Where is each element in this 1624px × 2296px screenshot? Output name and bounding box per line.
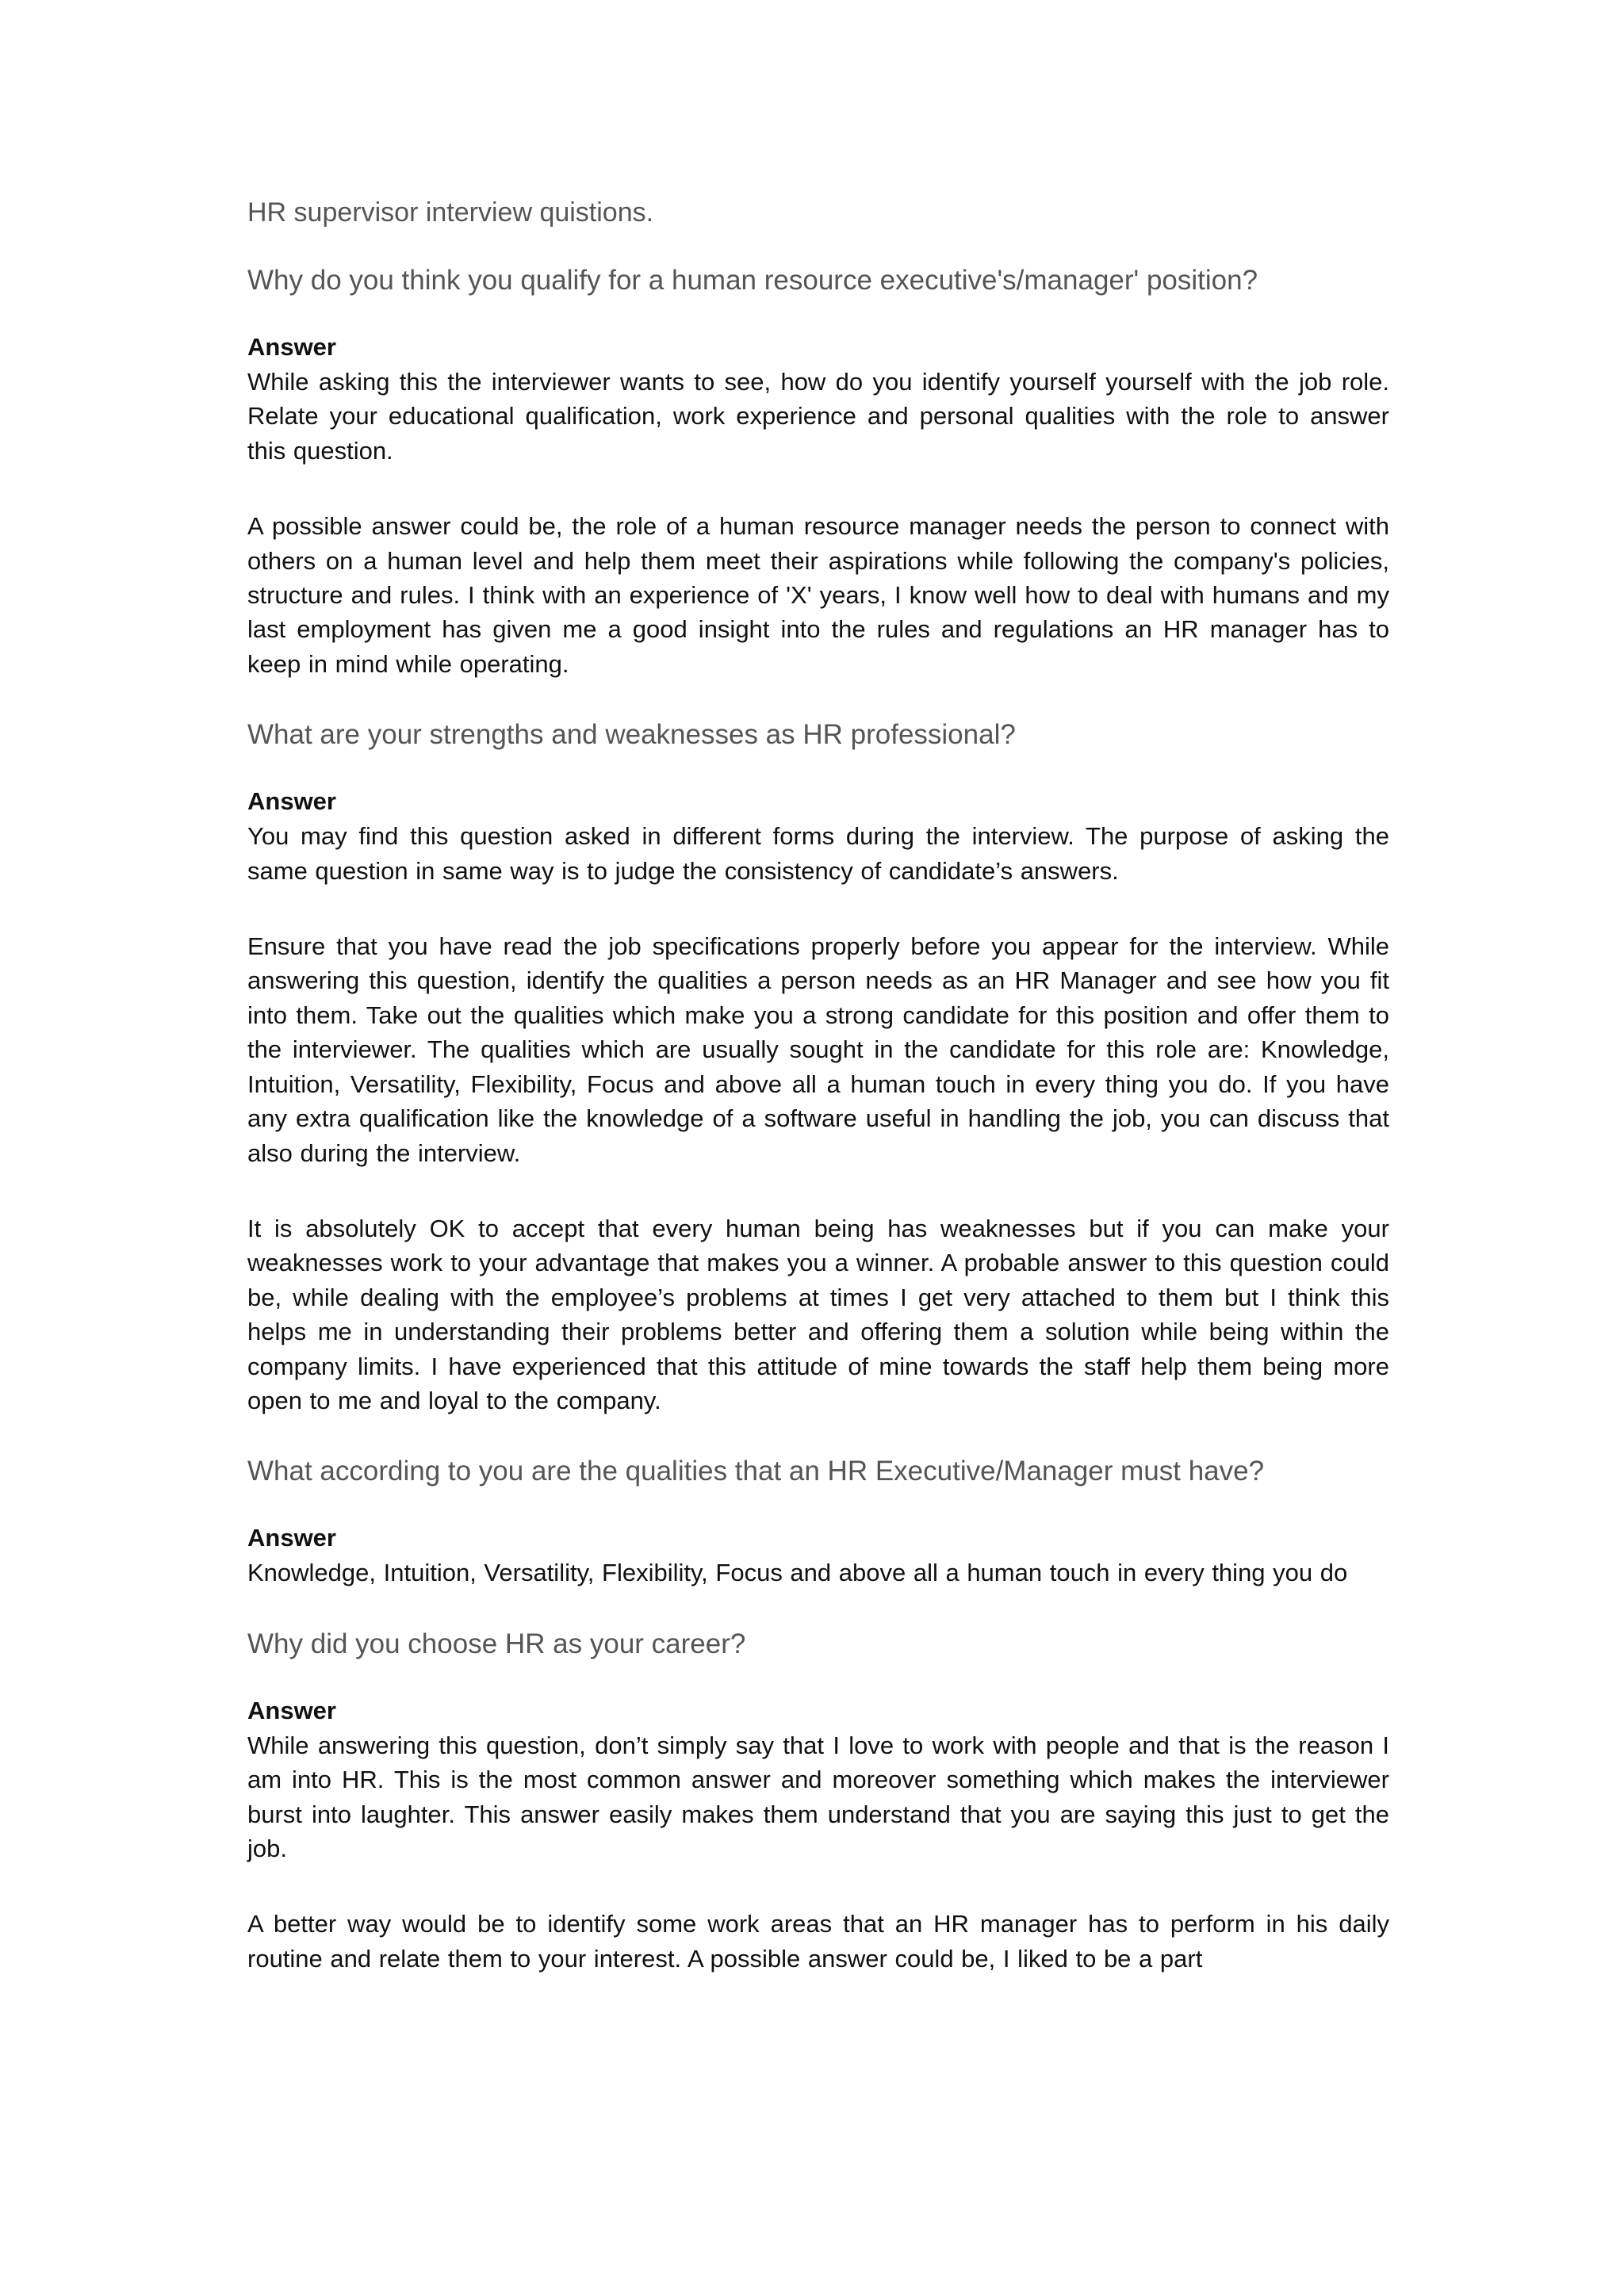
question-heading: Why did you choose HR as your career? <box>247 1628 746 1659</box>
document-page <box>247 193 1389 2011</box>
answer-paragraph: While asking this the interviewer wants to see, how do you identify yourself yourself with the job role. Relate your educational qualification, work experience and personal qualities with the role to answer this question. <box>247 368 1389 465</box>
qa-section-4 <box>247 1625 1389 1976</box>
answer-label: Answer <box>247 1524 336 1552</box>
answer-paragraph: It is absolutely OK to accept that every human being has weaknesses but if you can make your weaknesses work to your advantage that makes you a winner. A probable answer to this question could be, while dealing with the employee’s problems at times I get very attached to them but I think this helps me in understanding their problems better and offering them a solution while being within the company limits. I have experienced that this attitude of mine towards the staff help them being more open to me and loyal to the company. <box>247 1214 1389 1414</box>
answer-paragraph: You may find this question asked in different forms during the interview. The purpose of asking the same question in same way is to judge the consistency of candidate’s answers. <box>247 822 1389 885</box>
answer-paragraph: Knowledge, Intuition, Versatility, Flexibility, Focus and above all a human touch in every thing you do <box>247 1559 1348 1587</box>
qa-section-2 <box>247 716 1389 1418</box>
answer-paragraph: A better way would be to identify some work areas that an HR manager has to perform in his daily routine and relate them to your interest. A possible answer could be, I liked to be a part <box>247 1910 1389 1973</box>
qa-section-1 <box>247 262 1389 681</box>
answer-label: Answer <box>247 333 336 361</box>
qa-section-3 <box>247 1452 1389 1590</box>
answer-paragraph: While answering this question, don’t simply say that I love to work with people and that is the reason I am into HR. This is the most common answer and moreover something which makes the interviewer burst into laughter. This answer easily makes them understand that you are saying this just to get the job. <box>247 1731 1389 1862</box>
question-heading: Why do you think you qualify for a human resource executive's/manager' position? <box>247 265 1258 296</box>
answer-paragraph: Ensure that you have read the job specifications properly before you appear for the interview. While answering this question, identify the qualities a person needs as an HR Manager and see how you fit into them. Take out the qualities which make you a strong candidate for this position and offer them to the interviewer. The qualities which are usually sought in the candidate for this role are: Knowledge, Intuition, Versatility, Flexibility, Focus and above all a human touch in every thing you do. If you have any extra qualification like the knowledge of a software useful in handling the job, you can discuss that also during the interview. <box>247 932 1389 1167</box>
answer-paragraph: A possible answer could be, the role of a human resource manager needs the person to connect with others on a human level and help them meet their aspirations while following the company's policies, structure and rules. I think with an experience of 'X' years, I know well how to deal with humans and my last employment has given me a good insight into the rules and regulations an HR manager has to keep in mind while operating. <box>247 512 1389 678</box>
question-heading: What according to you are the qualities that an HR Executive/Manager must have? <box>247 1456 1265 1487</box>
document-title: HR supervisor interview quistions. <box>247 197 654 228</box>
answer-label: Answer <box>247 787 336 816</box>
answer-label: Answer <box>247 1696 336 1724</box>
question-heading: What are your strengths and weaknesses as HR professional? <box>247 719 1016 751</box>
